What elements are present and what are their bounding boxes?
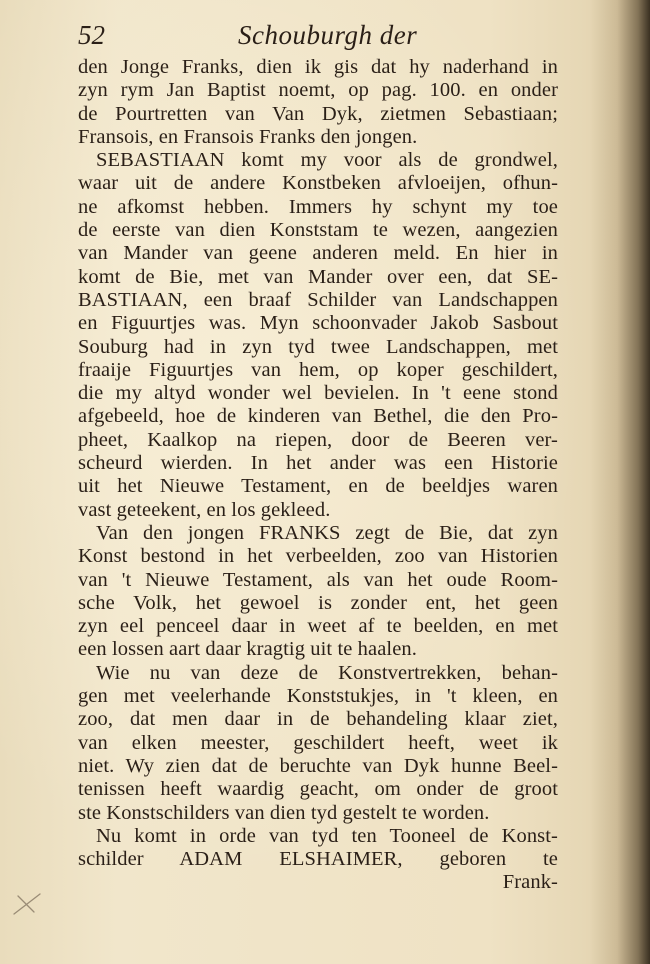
text-line: uit het Nieuwe Testament, en de beeldjes waren xyxy=(78,475,558,498)
text-line: scheurd wierden. In het ander was een Historie xyxy=(78,452,558,475)
text-line: zoo, dat men daar in de behandeling klaar ziet, xyxy=(78,708,558,731)
text-line: die my altyd wonder wel bevielen. In 't eene stond xyxy=(78,382,558,405)
text-line: SEBASTIAAN komt my voor als de grondwel, xyxy=(96,149,558,172)
text-line: afgebeeld, hoe de kinderen van Bethel, die den Pro- xyxy=(78,405,558,428)
text-line: Wie nu van deze de Konstvertrekken, behan- xyxy=(96,661,558,684)
text-line: zyn rym Jan Baptist noemt, op pag. 100. en onder xyxy=(78,79,558,102)
text-line: de Pourtretten van Van Dyk, zietmen Sebastiaan; xyxy=(78,102,558,125)
text-line: gen met veelerhande Konststukjes, in 't kleen, en xyxy=(78,685,558,708)
text-line: den Jonge Franks, dien ik gis dat hy naderhand in xyxy=(78,56,558,78)
page-number: 52 xyxy=(78,20,105,50)
text-line: een lossen aart daar kragtig uit te haalen. xyxy=(78,638,417,661)
text-line: Van den jongen FRANKS zegt de Bie, dat zyn xyxy=(96,521,558,544)
text-line: en Figuurtjes was. Myn schoonvader Jakob Sasbout xyxy=(78,312,558,335)
text-line: de eerste van dien Konststam te wezen, aangezien xyxy=(78,219,558,242)
text-line: vast geteekent, en los gekleed. xyxy=(78,498,331,521)
text-line: van elken meester, geschildert heeft, weet ik xyxy=(78,731,558,754)
binding-gutter-shadow xyxy=(590,0,650,964)
text-line: van Mander van geene anderen meld. En hier in xyxy=(78,242,558,265)
text-line: van 't Nieuwe Testament, als van het oude Room- xyxy=(78,568,558,591)
body-text xyxy=(78,56,558,895)
text-line: schilder ADAM ELSHAIMER, geboren te xyxy=(78,848,558,871)
text-line: ne afkomst hebben. Immers hy schynt my toe xyxy=(78,195,558,218)
text-line: fraaije Figuurtjes van hem, op koper geschildert, xyxy=(78,358,558,381)
text-line: Souburg had in zyn tyd twee Landschappen, met xyxy=(78,335,558,358)
page-header xyxy=(78,20,558,60)
text-line: pheet, Kaalkop na riepen, door de Beeren ver- xyxy=(78,428,558,451)
text-line: ste Konstschilders van dien tyd gestelt te worden. xyxy=(78,801,490,824)
text-line: Fransois, en Fransois Franks den jongen. xyxy=(78,125,418,148)
text-line: komt de Bie, met van Mander over een, dat SE- xyxy=(78,265,558,288)
text-line: BASTIAAN, een braaf Schilder van Landschappen xyxy=(78,288,558,311)
running-head: Schouburgh der xyxy=(238,20,418,50)
pencil-cross-mark xyxy=(10,888,46,918)
text-line: Konst bestond in het verbeelden, zoo van Historien xyxy=(78,545,558,568)
catchword: Frank- xyxy=(502,871,558,894)
text-line: tenissen heeft waardig geacht, om onder de groot xyxy=(78,778,558,801)
text-line: zyn eel penceel daar in weet af te beelden, en met xyxy=(78,615,558,638)
text-line: sche Volk, het gewoel is zonder ent, het geen xyxy=(78,591,558,614)
text-line: niet. Wy zien dat de beruchte van Dyk hunne Beel- xyxy=(78,754,558,777)
text-line: Nu komt in orde van tyd ten Tooneel de Konst- xyxy=(96,824,558,847)
text-line: waar uit de andere Konstbeken afvloeijen, ofhun- xyxy=(78,172,558,195)
